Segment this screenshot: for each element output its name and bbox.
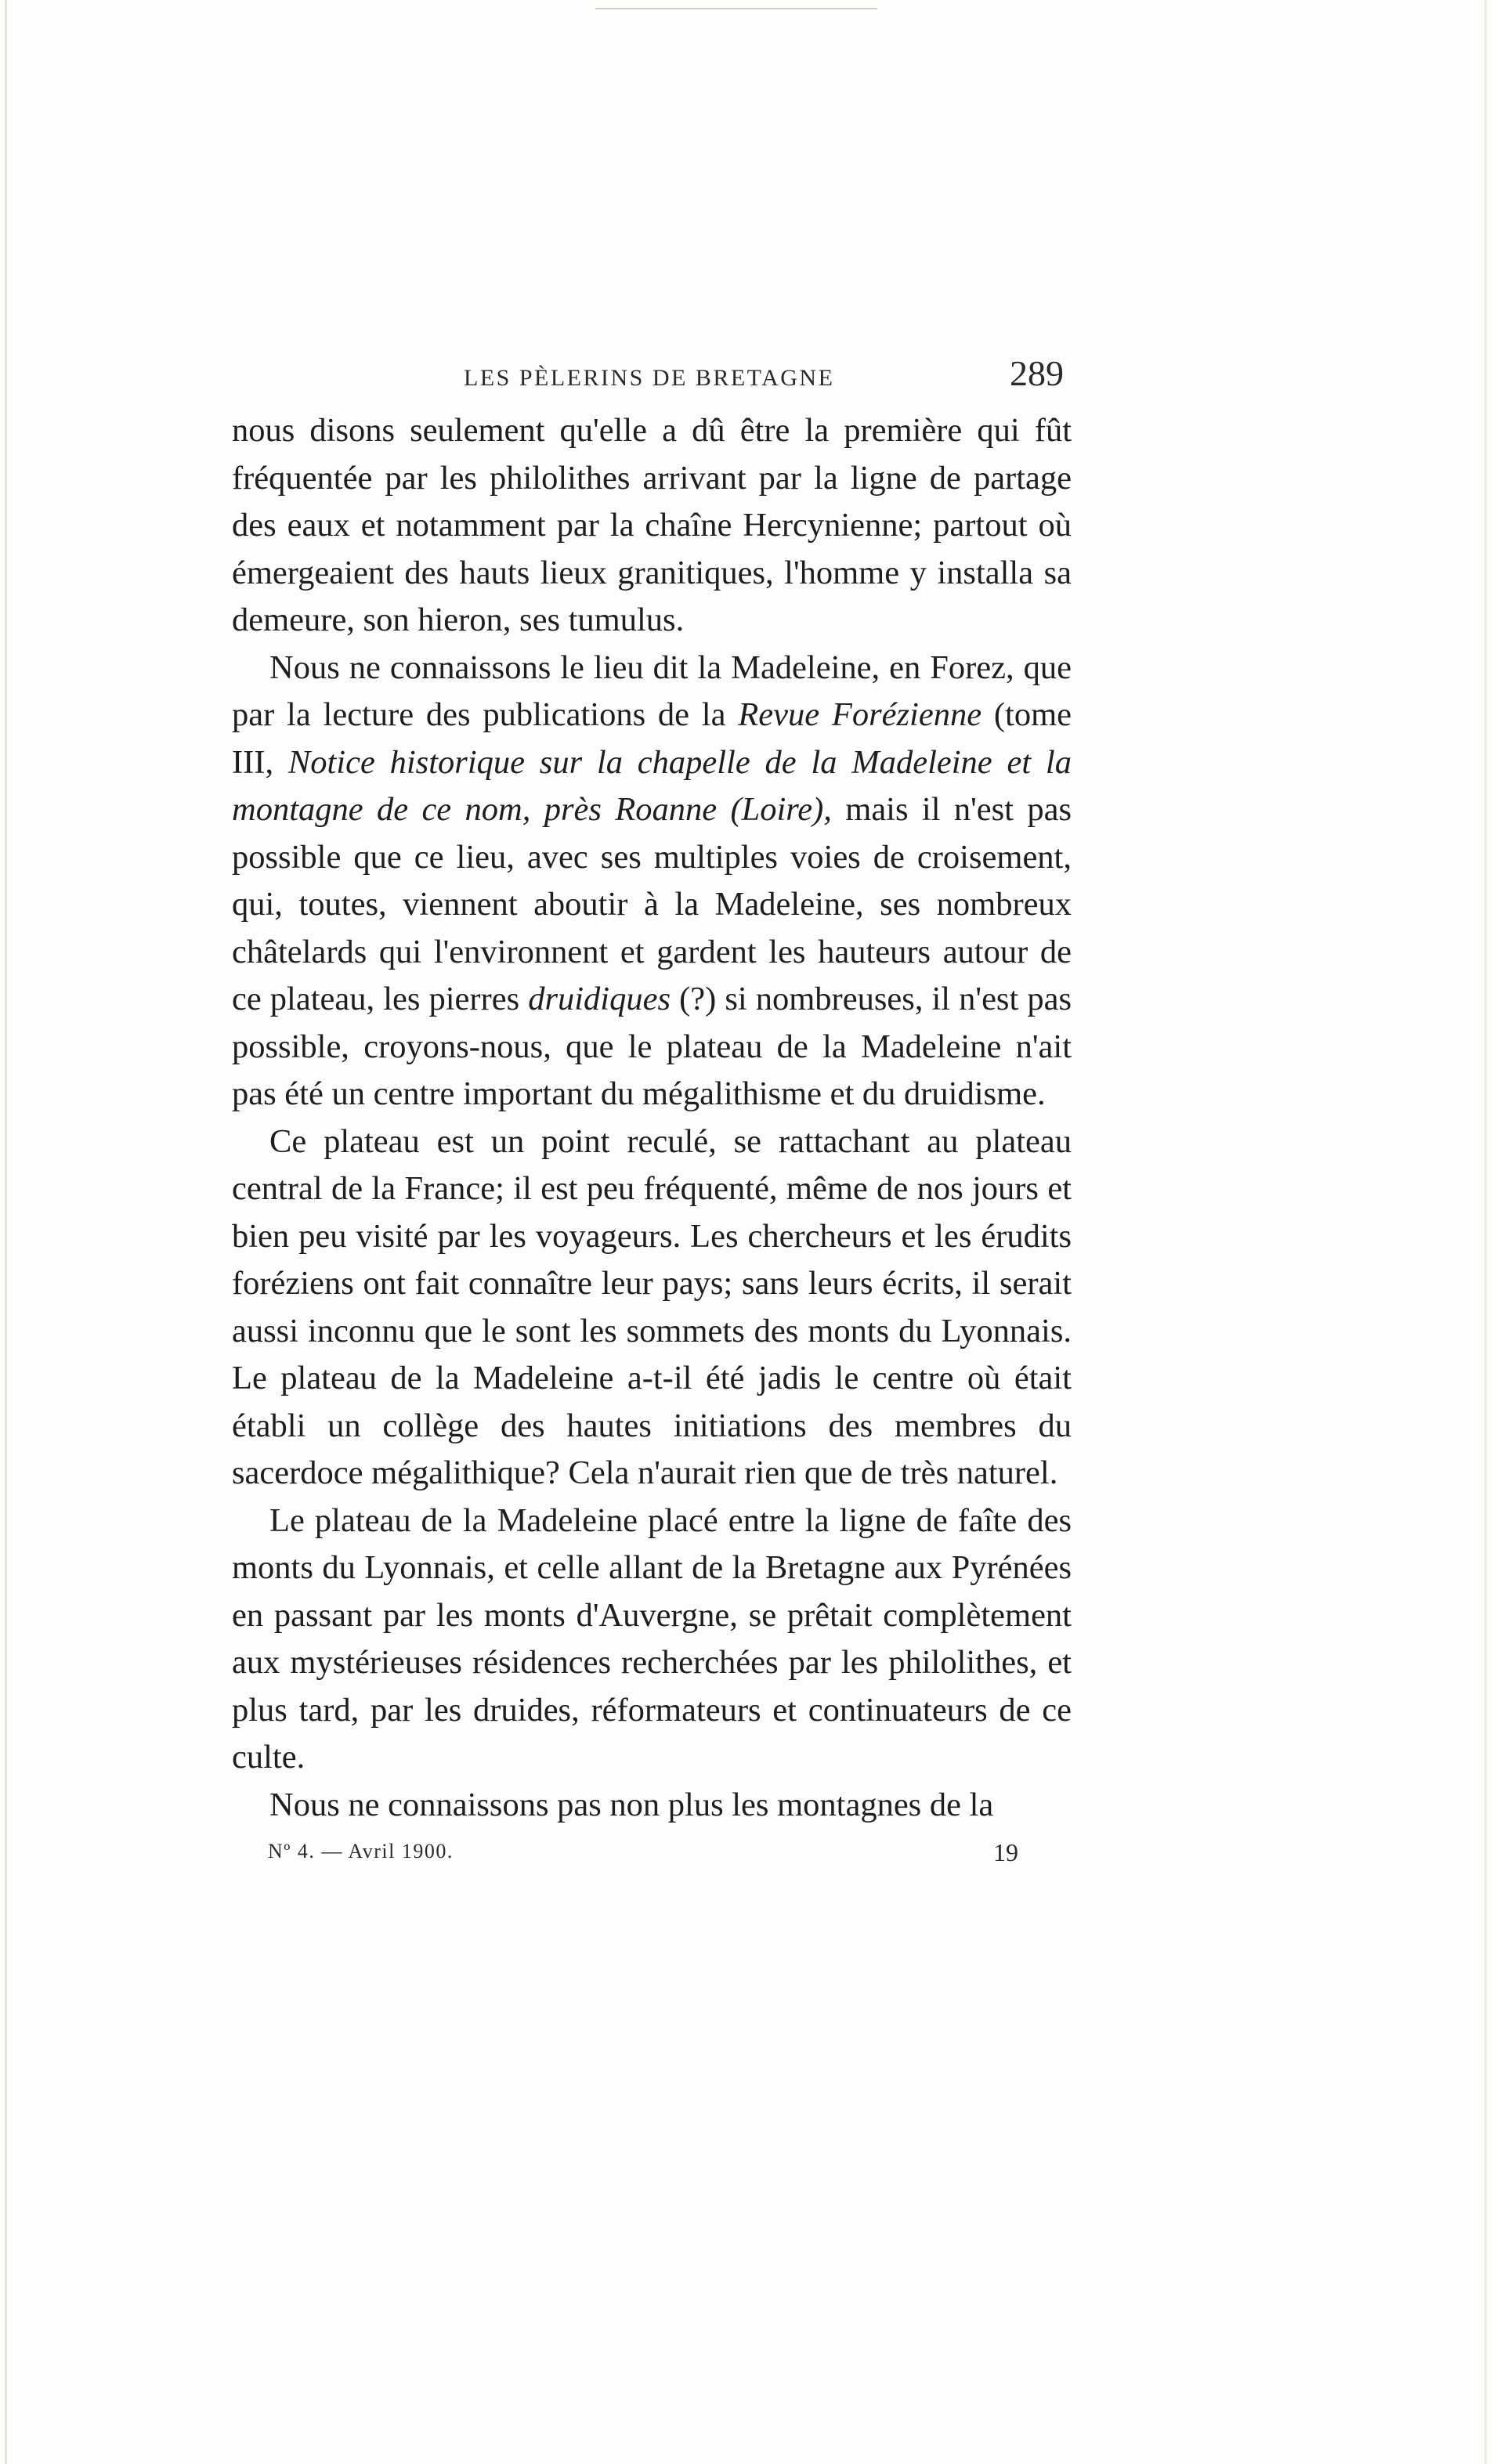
signature-number: 19 [993,1838,1018,1866]
italic-text-run: Notice historique sur la chapelle de la Madeleine et la montagne de ce nom, près Roanne (Loire), [232,743,1072,828]
page-footer [232,1840,1072,1871]
text-run: Nous ne connaissons pas non plus les montagnes de la [269,1786,994,1823]
paragraph [232,645,1072,1118]
running-title: LES PÈLERINS DE BRETAGNE [464,365,835,391]
paragraph [232,1118,1072,1498]
book-page [232,345,1072,1871]
text-run: nous disons seulement qu'elle a dû être la première qui fût fréquentée par les philolithes arrivant par la ligne de partage des eaux et notamment par la chaîne Hercynienne; partout où émergeaient des hauts lieux granitiques, l'homme y installa sa demeure, son hieron, ses tumulus. [232,412,1072,638]
paragraph [232,407,1072,645]
scan-edge-left [5,0,7,2464]
page-header [232,345,1072,407]
text-run: Nous ne connaissons le lieu dit la Madeleine, en Forez, que par la lecture des publications de la [232,649,1072,733]
text-run: (tome III, [232,696,1072,781]
paragraph [232,1498,1072,1782]
scan-top-mark [595,8,877,9]
text-run: Le plateau de la Madeleine placé entre la ligne de faîte des monts du Lyonnais, et celle allant de la Bretagne aux Pyrénées en passant par les monts d'Auvergne, se prêtait complètement aux mystérieuses résidences recherchées par les philolithes, et plus tard, par les druides, réformateurs et continuateurs de ce culte. [232,1501,1072,1776]
text-run: Ce plateau est un point reculé, se rattachant au plateau central de la France; il est peu fréquenté, même de nos jours et bien peu visité par les voyageurs. Les chercheurs et les érudits foréziens ont fait connaître leur pays; sans leurs écrits, il serait aussi inconnu que le sont les sommets des monts du Lyonnais. Le plateau de la Madeleine a-t-il été jadis le centre où était établi un collège des hautes initiations des membres du sacerdoce mégalithique? Cela n'aurait rien que de très naturel. [232,1122,1072,1491]
scan-edge-right [1484,0,1487,2464]
body-text [232,407,1072,1829]
paragraph [232,1782,1072,1830]
italic-text-run: druidiques [528,981,671,1017]
page-number: 289 [1010,353,1064,393]
italic-text-run: Revue Forézienne [738,696,982,733]
text-run: mais il n'est pas possible que ce lieu, avec ses multiples voies de croisement, qui, toutes, viennent aboutir à la Madeleine, ses nombreux châtelards qui l'environnent et gardent les hauteurs autour de ce plateau, les pierres [232,791,1072,1017]
text-run: (?) si nombreuses, il n'est pas possible, croyons-nous, que le plateau de la Madeleine n'ait pas été un centre important du mégalithisme et du druidisme. [232,981,1072,1112]
issue-line: Nº 4. — Avril 1900. [268,1840,454,1862]
